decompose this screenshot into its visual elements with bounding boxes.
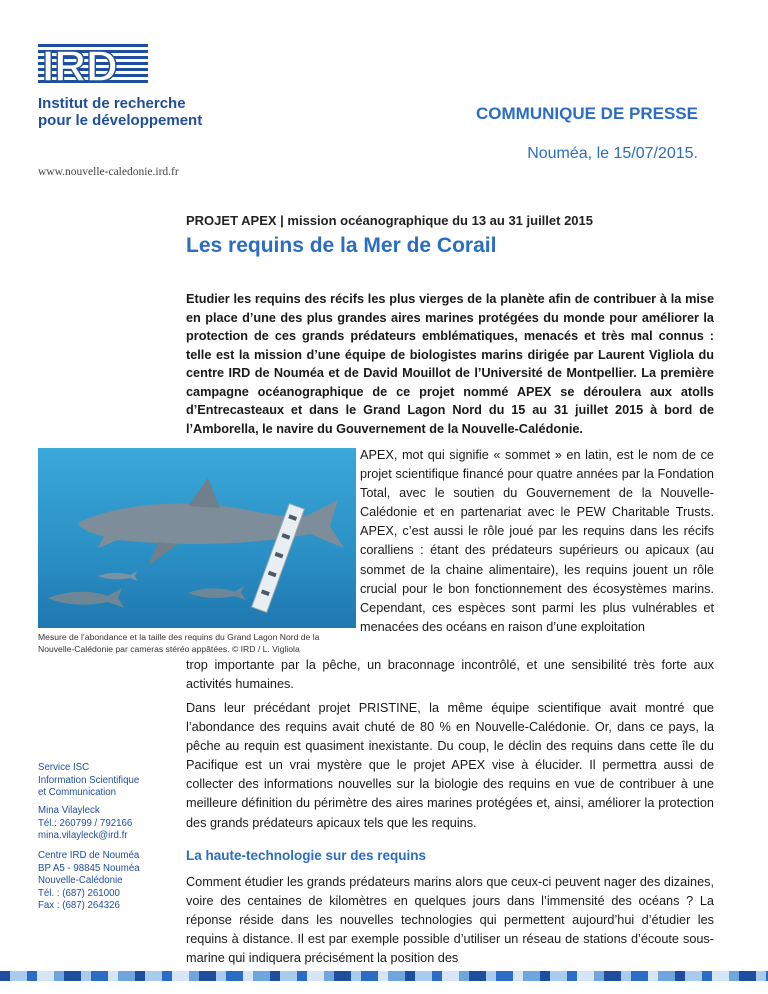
sidebar-centre — [38, 850, 178, 913]
press-release-label: COMMUNIQUE DE PRESSE — [476, 104, 698, 123]
centre-fax: Fax : (687) 264326 — [38, 900, 120, 911]
photo-caption — [38, 631, 356, 655]
centre-country: Nouvelle-Calédonie — [38, 875, 123, 886]
website-link[interactable]: www.nouvelle-caledonie.ird.fr — [38, 166, 179, 178]
article-title: Les requins de la Mer de Corail — [186, 234, 497, 257]
decorative-footer-bar — [0, 968, 768, 978]
service-line-2: Information Scientifique — [38, 774, 140, 786]
service-line-3: et Communication — [38, 787, 117, 798]
contact-phone: Tél.: 260799 / 792166 — [38, 817, 133, 829]
svg-text:IRD: IRD — [42, 42, 118, 88]
centre-phone: Tél. : (687) 261000 — [38, 887, 120, 899]
service-line-1: Service ISC — [38, 762, 90, 773]
institute-line-1: Institut de recherche — [38, 95, 186, 112]
institute-name — [38, 95, 202, 129]
paragraph-apex: APEX, mot qui signifie « sommet » en latin, est le nom de ce projet scientifique financé pour quatre années par la Fondation Total, avec le soutien du Gouvernement de la Nouvelle-Calédonie et en partenariat avec le PEW Charitable Trusts. APEX, c’est aussi le rôle joué par les requins dans les récifs coralliens : étant des prédateurs supérieurs ou apicaux (au sommet de la chaine alimentaire), les requins jouent un rôle crucial pour le bon fonctionnement des écosystèmes marins. Cependant, ces espèces sont parmi les plus vulnérables et menacées des océans en raison d’une exploitation — [360, 448, 714, 634]
paragraph-pristine: Dans leur précédant projet PRISTINE, la même équipe scientifique avait montré que l’abondance des requins avait chuté de 80 % en Nouvelle-Calédonie. Or, dans ce pays, la pêche au requin est quasiment inexistante. Du coup, le déclin des requins dans cette île du Pacifique est un vrai mystère que le projet APEX vise à élucider. Il permettra aussi de collecter des informations nouvelles sur la biologie des requins en vue de contribuer à une meilleure définition du périmètre des aires marines protégées et, ainsi, améliorer la protection des grands prédateurs apicaux tels que les requins. — [186, 701, 714, 830]
sidebar-service — [38, 762, 178, 800]
dateline: Nouméa, le 15/07/2015. — [527, 145, 698, 162]
sidebar-contact — [38, 805, 178, 843]
caption-line-1: Mesure de l’abondance et la taille des requins du Grand Lagon Nord de la — [38, 632, 320, 642]
lead-paragraph: Etudier les requins des récifs les plus vierges de la planète afin de contribuer à la mise en place d’une des plus grandes aires marines protégées du monde pour améliorer la protection de ces grands prédateurs emblématiques, menacés et très mal connus : telle est la mission d’une équipe de biologistes marins dirigée par Laurent Vigliola du centre IRD de Nouméa et de David Mouillot de l’Université de Montpellier. La première campagne océanographique de ce projet nommé APEX se déroulera aux atolls d’Entrecasteaux et dans le Grand Lagon Nord du 15 au 31 juillet 2015 à bord de l’Amborella, le navire du Gouvernement de la Nouvelle-Calédonie. — [186, 292, 714, 436]
institute-line-2: pour le développement — [38, 112, 203, 129]
contact-email[interactable]: mina.vilayleck@ird.fr — [38, 830, 128, 841]
shark-photo — [38, 448, 356, 628]
paragraph-apex-continued: trop importante par la pêche, un braconnage incontrôlé, et une sensibilité très forte aux activités humaines. — [186, 658, 714, 692]
paragraph-technology: Comment étudier les grands prédateurs marins alors que ceux-ci peuvent nager des dizaines, voire des centaines de kilomètres en quelques jours dans l’immensité des océans ? La réponse réside dans les nouvelles technologies qui permettent aujourd’hui d’étudier les requins à distance. Il est par exemple possible d’utiliser un réseau de stations d’écoute sous-marine qui indiquera précisément la position des — [186, 875, 714, 966]
contact-name: Mina Vilayleck — [38, 805, 100, 816]
caption-line-2: Nouvelle-Calédonie par cameras stéréo appâtées. © IRD / L. Vigliola — [38, 644, 300, 654]
centre-name: Centre IRD de Nouméa — [38, 850, 140, 861]
ird-logo — [38, 40, 148, 88]
project-line: PROJET APEX | mission océanographique du 13 au 31 juillet 2015 — [186, 213, 593, 228]
section-heading: La haute-technologie sur des requins — [186, 848, 427, 863]
centre-address: BP A5 - 98845 Nouméa — [38, 862, 140, 874]
